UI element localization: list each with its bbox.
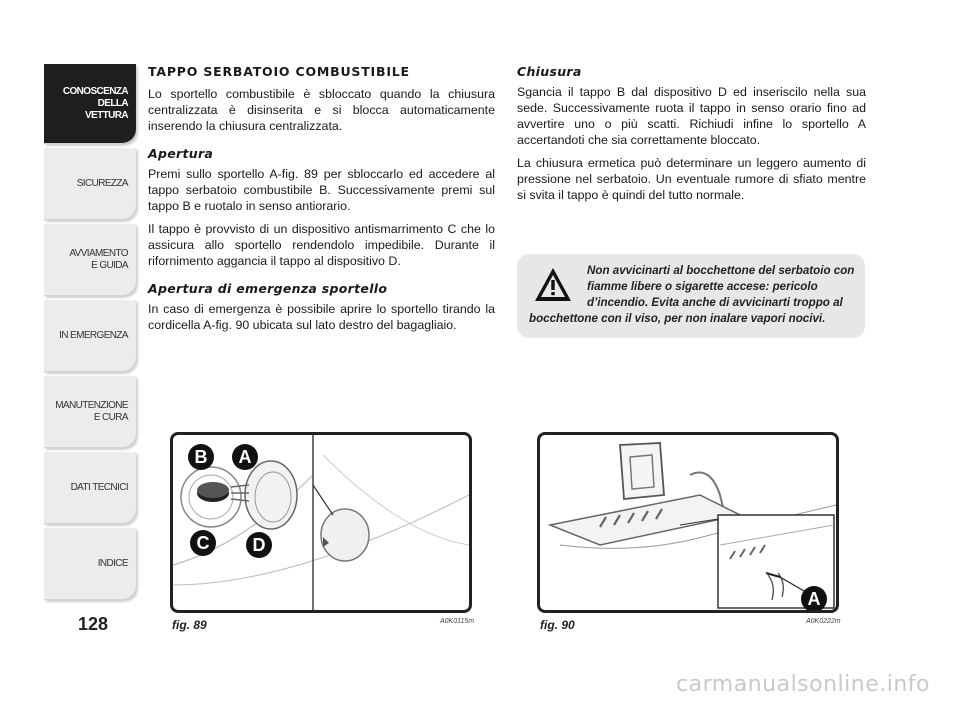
figure-90 — [537, 432, 839, 613]
opening-heading: Apertura — [148, 146, 214, 161]
tab-manutenzione-e-cura[interactable]: MANUTENZIONE E CURA — [44, 376, 136, 448]
opening-paragraph-1: Premi sullo sportello A-fig. 89 per sbloccarlo ed accedere al tappo serbatoio combustibile B. Successivamente premi sul tappo B e ruotalo in senso antiorario. — [148, 167, 495, 213]
figure-90-label: fig. 90 — [540, 618, 575, 632]
figure-89 — [170, 432, 472, 613]
svg-text:A: A — [238, 447, 252, 467]
watermark: carmanualsonline.info — [676, 672, 930, 697]
svg-text:A: A — [807, 589, 821, 609]
callout-d — [245, 531, 273, 559]
emergency-heading: Apertura di emergenza sportello — [148, 281, 388, 296]
tab-sicurezza[interactable]: SICUREZZA — [44, 148, 136, 220]
left-column — [148, 64, 495, 340]
callout-b — [187, 443, 215, 471]
page-number: 128 — [78, 614, 109, 634]
svg-text:B: B — [194, 447, 208, 467]
tab-conoscenza-della-vettura[interactable]: CONOSCENZA DELLA VETTURA — [44, 64, 136, 144]
svg-text:C: C — [196, 533, 210, 553]
callout-c — [189, 529, 217, 557]
callout-a-fig90 — [800, 585, 828, 613]
closing-paragraph-2: La chiusura ermetica può determinare un leggero aumento di pressione nel serbatoio. Un eventuale rumore di sfiato mentre si svita il tappo è quindi del tutto normale. — [517, 156, 866, 202]
warning-triangle-icon — [533, 265, 573, 305]
tab-avviamento-e-guida[interactable]: AVVIAMENTO E GUIDA — [44, 224, 136, 296]
fuel-door-illustration — [173, 435, 469, 610]
svg-text:D: D — [252, 535, 266, 555]
closing-paragraph-1: Sgancia il tappo B dal dispositivo D ed inseriscilo nella sua sede. Successivamente ruota il tappo in senso orario fino ad avvertire uno o più scatti. Richiudi infine lo sportello A accertandoti che sia correttamente bloccato. — [517, 85, 866, 147]
figure-89-label: fig. 89 — [172, 618, 207, 632]
figure-89-code: A0K0115m — [440, 618, 475, 625]
warning-text: Non avvicinarti al bocchettone del serbatoio con fiamme libere o sigarette accese: pericolo d’incendio. Evita anche di avvicinarti troppo al bocchettone con il viso, per non inalare vapori nocivi. — [529, 264, 855, 325]
right-column — [517, 64, 866, 210]
tab-in-emergenza[interactable]: IN EMERGENZA — [44, 300, 136, 372]
closing-heading: Chiusura — [517, 64, 582, 79]
figure-90-code: A0K0222m — [806, 618, 841, 625]
warning-box — [517, 254, 865, 338]
trunk-release-illustration — [540, 435, 836, 610]
tab-indice[interactable]: INDICE — [44, 528, 136, 600]
chapter-tabs — [44, 64, 136, 604]
section-title: TAPPO SERBATOIO COMBUSTIBILE — [148, 64, 410, 79]
opening-paragraph-2: Il tappo è provvisto di un dispositivo antismarrimento C che lo assicura allo sportello rendendolo impedibile. Durante il rifornimento aggancia il tappo al dispositivo D. — [148, 222, 495, 268]
intro-paragraph: Lo sportello combustibile è sbloccato quando la chiusura centralizzata è disinserita e si blocca automaticamente inserendo la chiusura centralizzata. — [148, 87, 495, 133]
emergency-paragraph: In caso di emergenza è possibile aprire lo sportello tirando la cordicella A-fig. 90 ubicata sul lato destro del bagagliaio. — [148, 302, 495, 332]
tab-dati-tecnici[interactable]: DATI TECNICI — [44, 452, 136, 524]
callout-a — [231, 443, 259, 471]
